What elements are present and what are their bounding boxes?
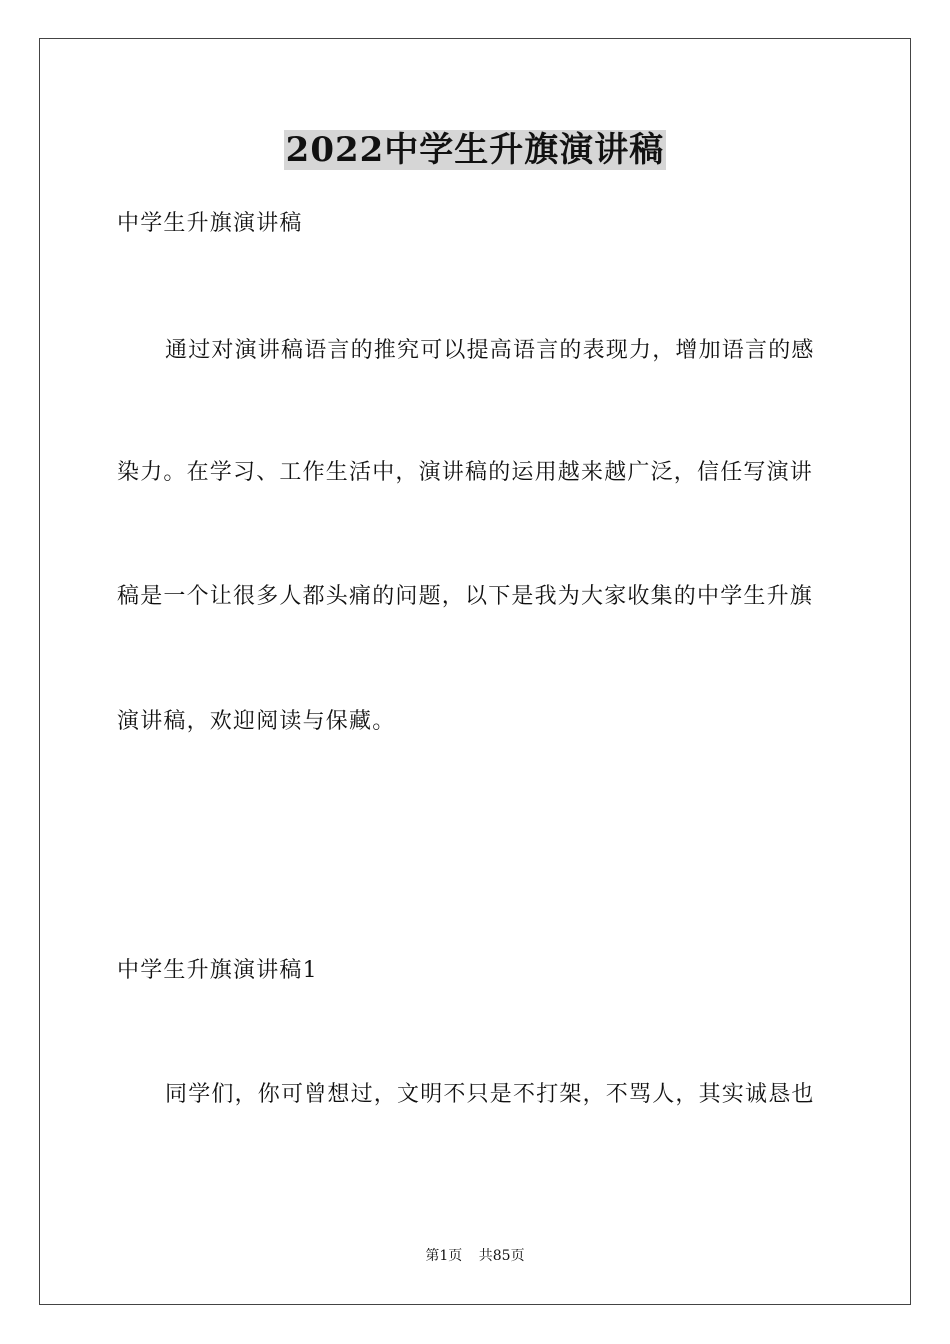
page-total: 共85页 xyxy=(478,1248,525,1264)
paragraph-line: 通过对演讲稿语言的推究可以提高语言的表现力，增加语言的感 xyxy=(165,338,815,363)
document-title xyxy=(0,128,950,172)
page-footer xyxy=(0,1247,950,1265)
paragraph-line: 染力。在学习、工作生活中，演讲稿的运用越来越广泛，信任写演讲 xyxy=(117,460,814,485)
document-subtitle: 中学生升旗演讲稿 xyxy=(117,211,303,236)
page-number: 第1页 xyxy=(425,1248,463,1264)
section-heading: 中学生升旗演讲稿1 xyxy=(117,958,318,983)
document-title-text: 2022中学生升旗演讲稿 xyxy=(285,130,665,170)
paragraph-line: 同学们，你可曾想过，文明不只是不打架，不骂人，其实诚恳也 xyxy=(165,1082,815,1107)
paragraph-line: 稿是一个让很多人都头痛的问题，以下是我为大家收集的中学生升旗 xyxy=(117,584,814,609)
paragraph-line: 演讲稿，欢迎阅读与保藏。 xyxy=(117,709,396,734)
